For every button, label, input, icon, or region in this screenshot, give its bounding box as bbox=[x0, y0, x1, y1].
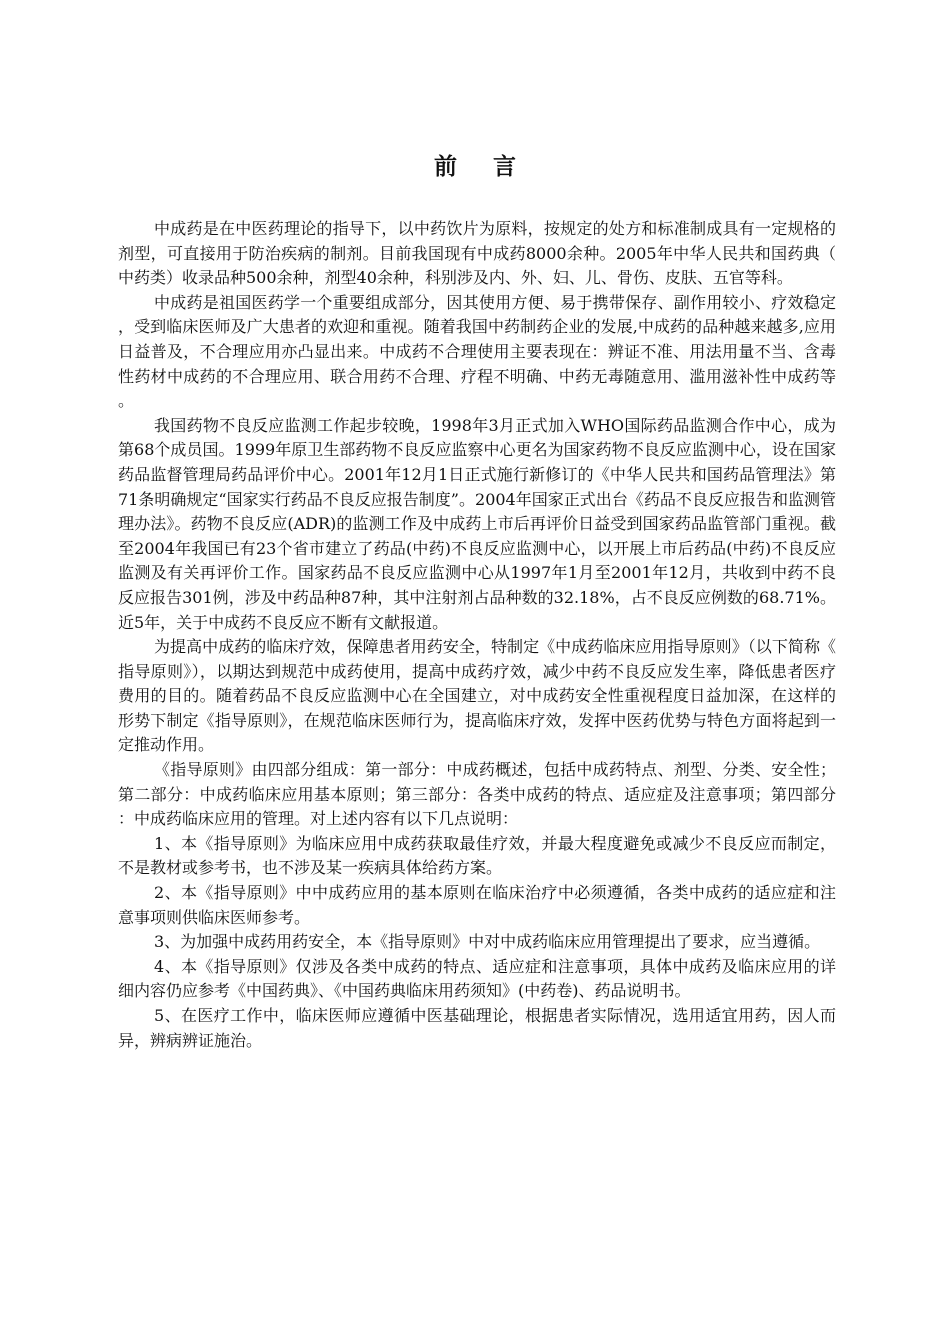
list-item: 3、为加强中成药用药安全，本《指导原则》中对中成药临床应用管理提出了要求，应当遵循。 bbox=[154, 932, 821, 952]
document-body bbox=[118, 217, 836, 1053]
paragraph-purpose: 为提高中成药的临床疗效，保障患者用药安全，特制定《中成药临床应用指导原则》（以下简称《指导原则》），以期达到规范中成药使用，提高中成药疗效，减少中药不良反应发生率，降低患者医疗费用的目的。随着药品不良反应监测中心在全国建立，对中成药安全性重视程度日益加深，在这样的形势下制定《指导原则》，在规范临床医师行为，提高临床疗效，发挥中医药优势与特色方面将起到一定推动作用。 bbox=[118, 637, 836, 755]
page-title: 前言 bbox=[434, 154, 552, 180]
list-item: 2、本《指导原则》中中成药应用的基本原则在临床治疗中必须遵循，各类中成药的适应症和注意事项则供临床医师参考。 bbox=[118, 883, 836, 927]
list-item: 5、在医疗工作中，临床医师应遵循中医基础理论，根据患者实际情况，选用适宜用药，因人而异，辨病辨证施治。 bbox=[118, 1006, 836, 1050]
paragraph-importance: 中成药是祖国医药学一个重要组成部分，因其使用方便、易于携带保存、副作用较小、疗效稳定，受到临床医师及广大患者的欢迎和重视。随着我国中药制药企业的发展,中成药的品种越来越多,应用日益普及，不合理应用亦凸显出来。中成药不合理使用主要表现在：辨证不准、用法用量不当、含毒性药材中成药的不合理应用、联合用药不合理、疗程不明确、中药无毒随意用、滥用滋补性中成药等。 bbox=[118, 292, 836, 411]
paragraph-structure: 《指导原则》由四部分组成：第一部分：中成药概述，包括中成药特点、剂型、分类、安全性；第二部分：中成药临床应用基本原则；第三部分：各类中成药的特点、适应症及注意事项；第四部分：中成药临床应用的管理。对上述内容有以下几点说明： bbox=[118, 760, 836, 829]
paragraph-adr-monitoring: 我国药物不良反应监测工作起步较晚，1998年3月正式加入WHO国际药品监测合作中心，成为第68个成员国。1999年原卫生部药物不良反应监察中心更名为国家药物不良反应监测中心，设在国家药品监督管理局药品评价中心。2001年12月1日正式施行新修订的《中华人民共和国药品管理法》第71条明确规定“国家实行药品不良反应报告制度”。2004年国家正式出台《药品不良反应报告和监测管理办法》。药物不良反应(ADR)的监测工作及中成药上市后再评价日益受到国家药品监管部门重视。截至2004年我国已有23个省市建立了药品(中药)不良反应监测中心，以开展上市后药品(中药)不良反应监测及有关再评价工作。国家药品不良反应监测中心从1997年1月至2001年12月，共收到中药不良反应报告301例，涉及中药品种87种，其中注射剂占品种数的32.18%，占不良反应例数的68.71%。近5年，关于中成药不良反应不断有文献报道。 bbox=[118, 415, 836, 632]
paragraph-intro: 中成药是在中医药理论的指导下，以中药饮片为原料，按规定的处方和标准制成具有一定规格的剂型，可直接用于防治疾病的制剂。目前我国现有中成药8000余种。2005年中华人民共和国药典（中药类）收录品种500余种，剂型40余种，科别涉及内、外、妇、儿、骨伤、皮肤、五官等科。 bbox=[118, 219, 836, 288]
list-item: 4、本《指导原则》仅涉及各类中成药的特点、适应症和注意事项，具体中成药及临床应用的详细内容仍应参考《中国药典》、《中国药典临床用药须知》(中药卷)、药品说明书。 bbox=[118, 956, 836, 1001]
list-item: 1、本《指导原则》为临床应用中成药获取最佳疗效，并最大程度避免或减少不良反应而制定，不是教材或参考书，也不涉及某一疾病具体给药方案。 bbox=[118, 833, 836, 878]
